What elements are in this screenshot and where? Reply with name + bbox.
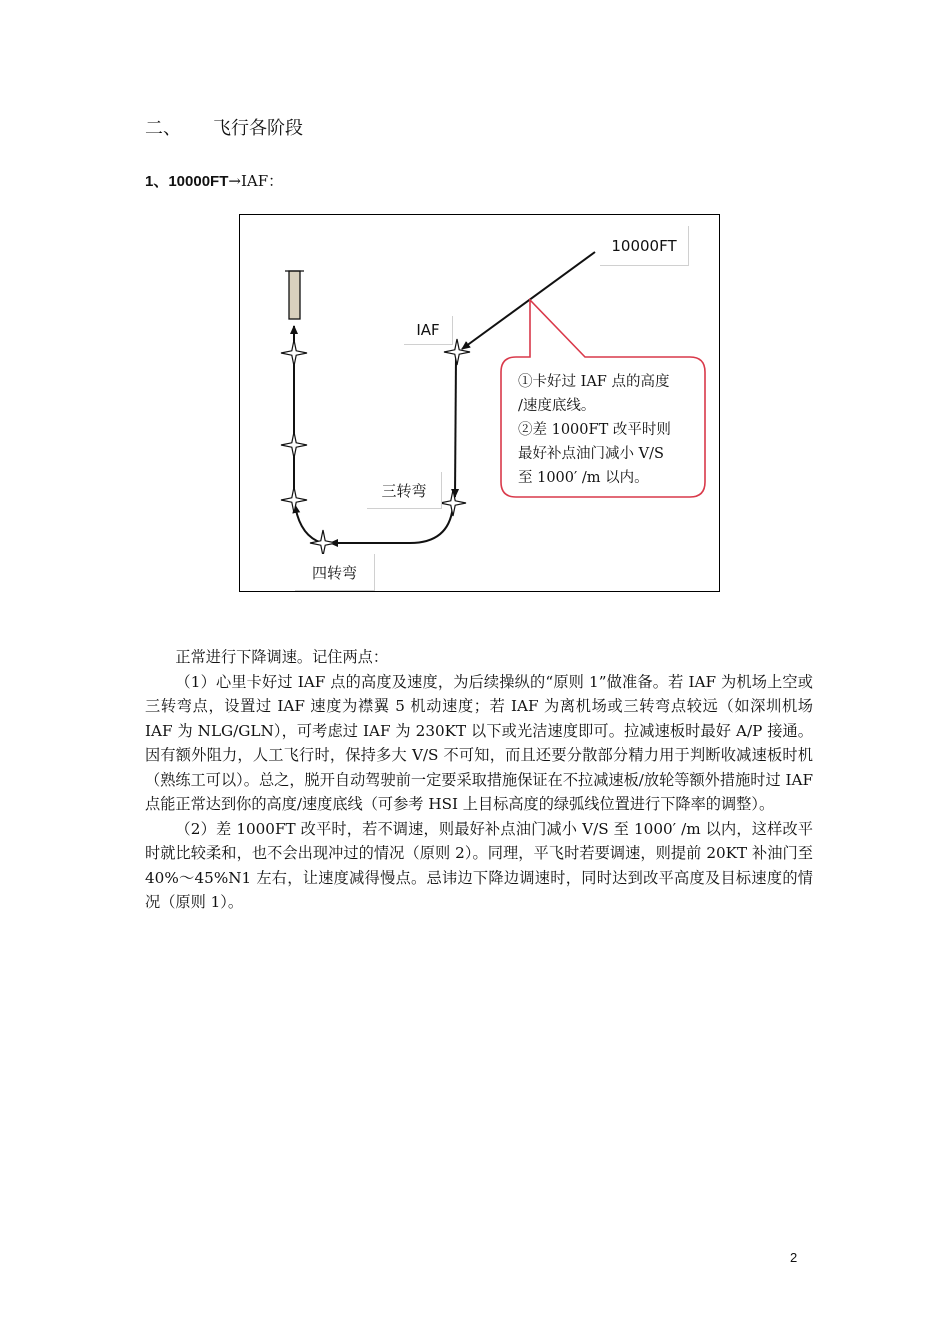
label-third-turn: 三转弯: [367, 472, 442, 509]
downwind-path: [455, 356, 456, 497]
label-fourth-turn: 四转弯: [295, 554, 375, 591]
section-number: 二、: [145, 118, 181, 139]
sub-heading-rest: IAF：: [240, 172, 284, 190]
body-paragraph-1: （1）心里卡好过 IAF 点的高度及速度，为后续操纵的“原则 1”做准备。若 IAF 为机场上空或三转弯点，设置过 IAF 速度为襟翼 5 机动速度；若 IAF 为离机场或三转弯点较远（如深圳机场 IAF 为 NLG/GLN），可考虑过 IAF 为 230KT 以下或光洁速度即可。拉减速板时最好 A/P 接通。因有额外阻力，人工飞行时，保持多大 V/S 不可知，而且还要分散部分精力用于判断收减速板时机（熟练工可以）。总之，脱开自动驾驶前一定要采取措施保证在不拉减速板/放轮等额外措施时过 IAF 点能正常达到你的高度/速度底线（可参考 HSI 上目标高度的绿弧线位置进行下降率的调整）。: [145, 672, 813, 813]
label-iaf: IAF: [404, 316, 453, 345]
final-fix-1-icon: [281, 487, 307, 513]
runway-icon: [289, 271, 300, 319]
sub-heading-bold: 1、10000FT: [145, 173, 229, 190]
section-title: 飞行各阶段: [213, 118, 303, 139]
descent-path-line: [462, 252, 595, 349]
final-fix-2-icon: [281, 432, 307, 458]
callout-line: ①卡好过 IAF 点的高度: [518, 374, 670, 390]
callout-line: 至 1000′ /m 以内。: [518, 470, 649, 486]
body-intro: 正常进行下降调速。记住两点：: [175, 648, 389, 666]
callout-line: 最好补点油门减小 V/S: [518, 446, 664, 462]
final-fix-3-icon: [281, 340, 307, 366]
callout-text: [518, 370, 698, 490]
page-number: 2: [790, 1250, 798, 1265]
arrow-glyph: →: [228, 172, 241, 190]
base-turn-path: [410, 505, 453, 543]
callout-line: /速度底线。: [518, 398, 596, 414]
callout-line: ②差 1000FT 改平时则: [518, 422, 671, 438]
third-turn-fix-icon: [440, 490, 466, 516]
body-paragraph-2: （2）差 1000FT 改平时，若不调速，则最好补点油门减小 V/S 至 1000′ /m 以内，这样改平时就比较柔和，也不会出现冲过的情况（原则 2）。同理，平飞时若要调速，则提前 20KT 补油门至 40%～45%N1 左右，让速度减得慢点。忌讳边下降边调速时，同时达到改平高度及目标速度的情况（原则 1）。: [145, 819, 813, 911]
body-text: [145, 645, 813, 915]
final-turn-path: [295, 505, 322, 543]
fourth-turn-fix-icon: [310, 530, 336, 556]
label-10000ft: 10000FT: [600, 226, 689, 266]
